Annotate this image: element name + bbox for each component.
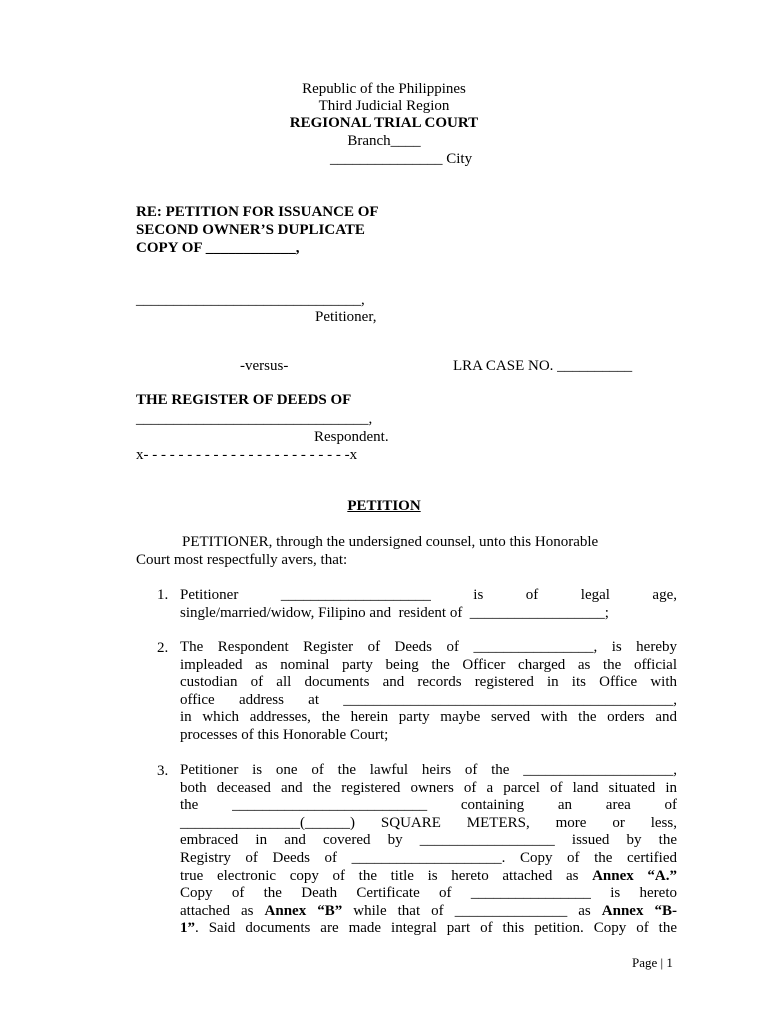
- item-1-word: of: [525, 587, 539, 603]
- header-city: _______________ City: [330, 151, 473, 167]
- lra-case-number: LRA CASE NO. __________: [453, 358, 633, 374]
- item-1-blank: ____________________: [280, 587, 431, 603]
- item-1-word: is: [473, 587, 484, 603]
- item-number-2: 2.: [157, 640, 169, 656]
- header-region: Third Judicial Region: [318, 98, 450, 114]
- item-2-line: impleaded as nominal party being the Officer charged as the official: [180, 656, 677, 673]
- item-2-line: custodian of all documents and records registered in its Office with: [180, 674, 677, 691]
- item-3-line: the __________________________ containing an area of: [180, 797, 677, 814]
- petition-title: PETITION: [347, 498, 421, 514]
- item-2-line: office address at ____________________________________________,: [180, 691, 677, 708]
- header-branch: Branch____: [347, 133, 421, 149]
- header-republic: Republic of the Philippines: [302, 81, 466, 97]
- respondent-name-blank: _______________________________,: [136, 411, 373, 427]
- item-3-line: both deceased and the registered owners of a parcel of land situated in: [180, 779, 677, 796]
- item-number-3: 3.: [157, 763, 169, 779]
- item-2-paragraph: [180, 639, 677, 745]
- item-3-paragraph: [180, 762, 677, 938]
- item-2-line: processes of this Honorable Court;: [180, 726, 389, 743]
- caption-re-line1: RE: PETITION FOR ISSUANCE OF: [136, 204, 379, 220]
- item-1-word: Petitioner: [180, 587, 239, 603]
- petitioner-label: Petitioner,: [315, 309, 377, 325]
- item-1-line2: single/married/widow, Filipino and resident of __________________;: [180, 605, 609, 621]
- page-number-footer: Page | 1: [632, 955, 673, 970]
- item-number-1: 1.: [157, 587, 169, 603]
- item-2-line: The Respondent Register of Deeds of ________________, is hereby: [180, 639, 677, 655]
- item-3-line: 1”. Said documents are made integral part of this petition. Copy of the: [180, 920, 677, 937]
- item-2-line: in which addresses, the herein party maybe served with the orders and: [180, 709, 677, 726]
- respondent-title: THE REGISTER OF DEEDS OF: [136, 392, 352, 408]
- item-1-word: legal: [580, 587, 610, 603]
- caption-re-line3: COPY OF ____________,: [136, 240, 300, 256]
- item-3-line: ________________(______) SQUARE METERS, more or less,: [180, 814, 677, 831]
- item-3-line: true electronic copy of the title is hereto attached as Annex “A.”: [180, 867, 677, 884]
- intro-line1: PETITIONER, through the undersigned counsel, unto this Honorable: [182, 534, 599, 550]
- versus-label: -versus-: [240, 358, 289, 374]
- item-3-line: Copy of the Death Certificate of ________________ is hereto: [180, 885, 677, 902]
- item-3-line: embraced in and covered by __________________ issued by the: [180, 832, 677, 849]
- caption-separator: x- - - - - - - - - - - - - - - - - - - - - - - -x: [136, 447, 358, 463]
- caption-re-line2: SECOND OWNER’S DUPLICATE: [136, 222, 365, 238]
- petitioner-name-blank: ______________________________,: [136, 292, 365, 308]
- item-3-line: Registry of Deeds of ____________________. Copy of the certified: [180, 849, 677, 866]
- item-3-line: Petitioner is one of the lawful heirs of the ____________________,: [180, 762, 677, 778]
- respondent-label: Respondent.: [314, 429, 389, 445]
- item-1-word: age,: [652, 587, 677, 603]
- item-1-line1: [180, 586, 677, 604]
- header-court: REGIONAL TRIAL COURT: [289, 115, 479, 131]
- item-3-line: attached as Annex “B” while that of _______________ as Annex “B-: [180, 902, 677, 919]
- intro-line2: Court most respectfully avers, that:: [136, 552, 348, 568]
